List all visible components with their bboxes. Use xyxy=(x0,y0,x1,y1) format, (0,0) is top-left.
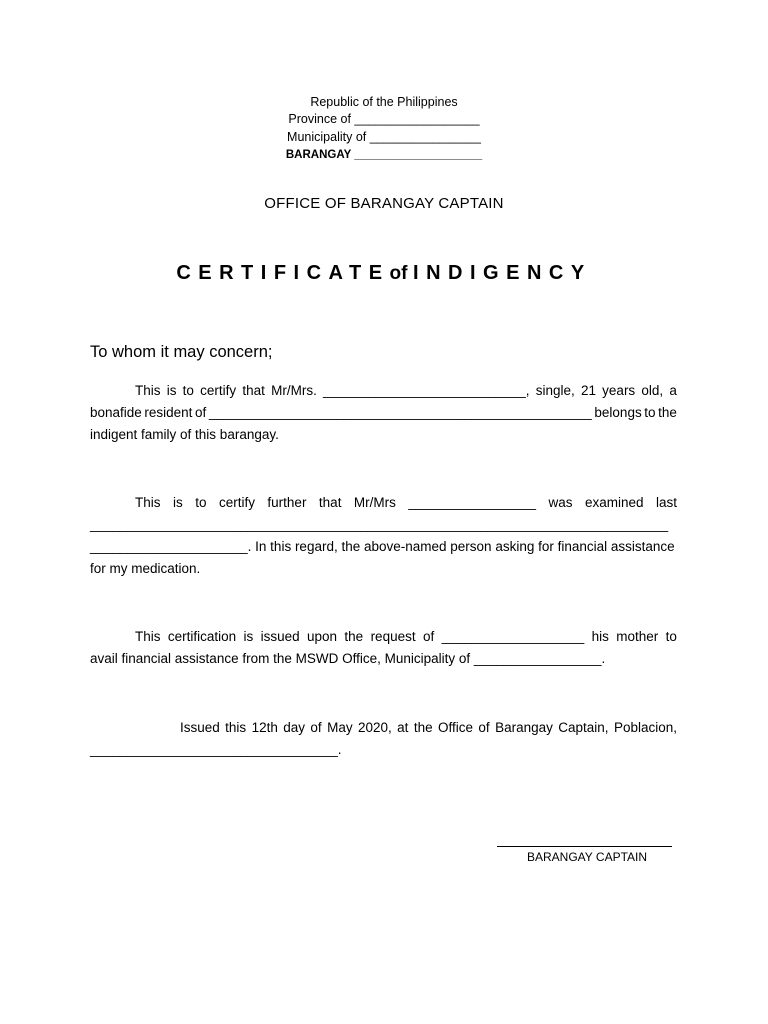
word: the xyxy=(344,629,364,644)
word: This xyxy=(135,383,161,398)
word: This xyxy=(135,495,161,510)
word: of xyxy=(195,405,207,420)
para1-line1 xyxy=(90,380,677,402)
word: last xyxy=(655,495,677,510)
word: to xyxy=(644,405,656,420)
word: This xyxy=(135,629,161,644)
barangay-label: BARANGAY xyxy=(285,149,352,161)
title-of: of xyxy=(389,263,408,284)
word: further xyxy=(267,495,307,510)
word: certification xyxy=(167,629,237,644)
word: Mr/Mrs. xyxy=(271,383,317,398)
header-province: Province of __________________ xyxy=(288,112,480,126)
para2-line1 xyxy=(90,492,677,514)
word: years xyxy=(602,383,636,398)
word: was xyxy=(548,495,573,510)
word: of xyxy=(478,720,490,735)
title-indigency: INDIGENCY xyxy=(413,262,592,284)
word: Issued xyxy=(180,720,220,735)
word: day xyxy=(283,720,306,735)
word: of xyxy=(310,720,322,735)
word: is xyxy=(243,629,254,644)
header-barangay xyxy=(0,146,768,164)
word: mother xyxy=(616,629,659,644)
title-certificate: CERTIFICATE xyxy=(176,262,390,284)
office-title: OFFICE OF BARANGAY CAPTAIN xyxy=(264,195,504,212)
word: Mr/Mrs xyxy=(353,495,396,510)
word: old, xyxy=(641,383,664,398)
word: Barangay xyxy=(495,720,553,735)
word: is xyxy=(172,495,183,510)
para2-line4: for my medication. xyxy=(90,561,201,576)
word: the xyxy=(658,405,677,420)
word: to xyxy=(665,629,677,644)
certificate-title xyxy=(0,262,768,285)
word: Poblacion, xyxy=(613,720,677,735)
word: examined xyxy=(584,495,644,510)
salutation: To whom it may concern; xyxy=(90,343,273,361)
header-republic: Republic of the Philippines xyxy=(310,95,458,109)
word: of xyxy=(422,629,435,644)
word: 21 xyxy=(580,383,596,398)
para2-line2: _____________________________________________________________________________ xyxy=(90,517,669,532)
word: certify xyxy=(218,495,255,510)
word: ___________________ xyxy=(441,629,585,644)
word: 2020, xyxy=(357,720,392,735)
word: this xyxy=(225,720,247,735)
word: ___________________________________________________ xyxy=(208,405,592,420)
word: bonafide xyxy=(90,405,142,420)
para4-line2: _________________________________. xyxy=(90,742,342,757)
word: May xyxy=(327,720,353,735)
para2-line3: _____________________. In this regard, the above-named person asking for financial assistance xyxy=(90,539,675,554)
paragraph-certification-request xyxy=(90,626,677,670)
word: is xyxy=(166,383,177,398)
word: a xyxy=(669,383,677,398)
word: that xyxy=(318,495,342,510)
para3-line2: avail financial assistance from the MSWD Office, Municipality of _________________. xyxy=(90,651,606,666)
word: the xyxy=(413,720,433,735)
word: at xyxy=(397,720,409,735)
paragraph-certify-resident xyxy=(90,380,677,446)
signature-line xyxy=(497,846,672,847)
word: certify xyxy=(200,383,237,398)
word: upon xyxy=(307,629,338,644)
word: resident xyxy=(144,405,193,420)
paragraph-issued xyxy=(90,717,677,761)
word: Office xyxy=(438,720,474,735)
word: Captain, xyxy=(558,720,609,735)
para1-line2 xyxy=(90,402,677,424)
para3-line1 xyxy=(90,626,677,648)
word: to xyxy=(195,495,207,510)
word: 12th xyxy=(251,720,278,735)
word: request xyxy=(370,629,416,644)
word: issued xyxy=(260,629,300,644)
word: to xyxy=(182,383,194,398)
signature-label: BARANGAY CAPTAIN xyxy=(526,850,648,864)
word: ___________________________, xyxy=(323,383,530,398)
word: that xyxy=(242,383,265,398)
para1-line3: indigent family of this barangay. xyxy=(90,427,279,442)
barangay-blank: ____________________ xyxy=(351,149,483,161)
para4-line1 xyxy=(90,717,677,739)
word: belongs xyxy=(594,405,642,420)
word: single, xyxy=(535,383,575,398)
word: _________________ xyxy=(408,495,537,510)
header-municipality: Municipality of ________________ xyxy=(287,130,481,144)
word: his xyxy=(591,629,609,644)
paragraph-certify-examined xyxy=(90,492,677,580)
